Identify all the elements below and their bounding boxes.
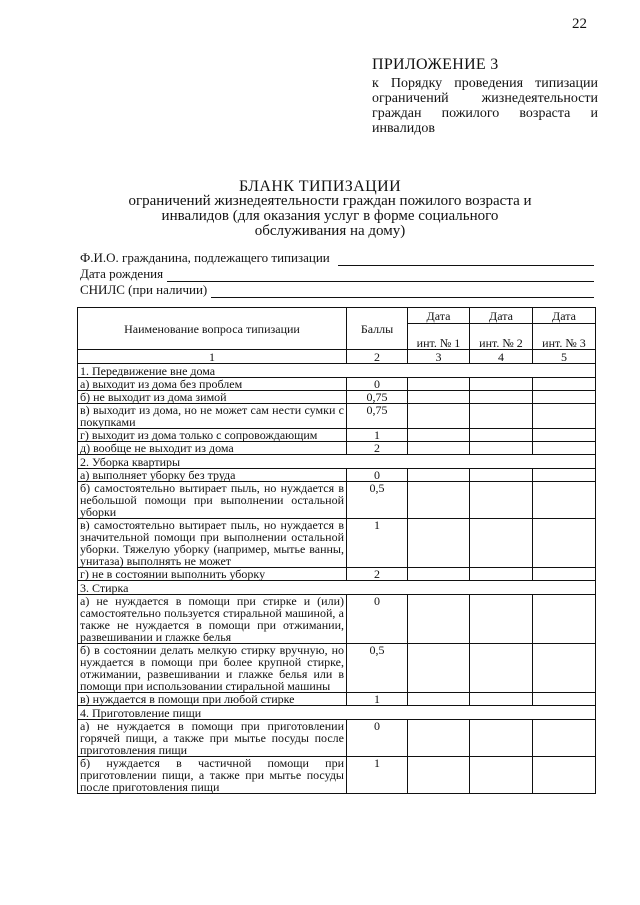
answer-cell[interactable] [533, 391, 596, 404]
answer-cell[interactable] [470, 469, 533, 482]
answer-cell[interactable] [408, 693, 470, 706]
form-title: БЛАНК ТИПИЗАЦИИ [238, 178, 402, 195]
answer-cell[interactable] [470, 519, 533, 568]
answer-cell[interactable] [408, 378, 470, 391]
score-cell: 0 [347, 378, 408, 391]
answer-cell[interactable] [533, 429, 596, 442]
col-number-3: 3 [408, 350, 470, 364]
appendix-block [372, 56, 598, 136]
form-subtitle: ограничений жизнедеятельности граждан пожилого возраста и инвалидов (для оказания услуг в форме социального обслуживания на дому) [128, 193, 532, 239]
answer-cell[interactable] [408, 568, 470, 581]
header-score: Баллы [347, 308, 408, 350]
answer-cell[interactable] [408, 595, 470, 644]
question-cell: б) самостоятельно вытирает пыль, но нуждается в небольшой помощи при выполнении остальной уборки [78, 482, 347, 519]
birth-field [80, 266, 594, 282]
typization-table [77, 307, 596, 794]
question-cell: в) нуждается в помощи при любой стирке [78, 693, 347, 706]
header-date-2: Дата [470, 308, 533, 324]
fio-input-line[interactable] [338, 253, 594, 266]
score-cell: 2 [347, 442, 408, 455]
question-cell: д) вообще не выходит из дома [78, 442, 347, 455]
score-cell: 1 [347, 429, 408, 442]
answer-cell[interactable] [408, 482, 470, 519]
section-title: 4. Приготовление пищи [78, 706, 596, 720]
answer-cell[interactable] [408, 644, 470, 693]
score-cell: 2 [347, 568, 408, 581]
score-cell: 1 [347, 693, 408, 706]
section-title: 2. Уборка квартиры [78, 455, 596, 469]
answer-cell[interactable] [408, 757, 470, 794]
answer-cell[interactable] [533, 644, 596, 693]
header-int-3: инт. № 3 [533, 324, 596, 350]
appendix-subtitle: к Порядку проведения типизации ограничений жизнедеятельности граждан пожилого возраста и инвалидов [372, 76, 598, 136]
score-cell: 0 [347, 720, 408, 757]
answer-cell[interactable] [533, 720, 596, 757]
question-cell: б) не выходит из дома зимой [78, 391, 347, 404]
header-int-2: инт. № 2 [470, 324, 533, 350]
question-cell: в) выходит из дома, но не может сам нести сумки с покупками [78, 404, 347, 429]
answer-cell[interactable] [470, 429, 533, 442]
answer-cell[interactable] [470, 568, 533, 581]
col-number-4: 4 [470, 350, 533, 364]
birth-label: Дата рождения [80, 266, 164, 281]
answer-cell[interactable] [408, 519, 470, 568]
question-cell: б) нуждается в частичной помощи при приготовлении пищи, а также при мытье посуды после приготовления пищи [78, 757, 347, 794]
snils-label: СНИЛС (при наличии) [80, 282, 208, 297]
answer-cell[interactable] [470, 378, 533, 391]
question-cell: г) не в состоянии выполнить уборку [78, 568, 347, 581]
header-name: Наименование вопроса типизации [78, 308, 347, 350]
question-cell: а) выполняет уборку без труда [78, 469, 347, 482]
answer-cell[interactable] [533, 469, 596, 482]
answer-cell[interactable] [470, 404, 533, 429]
fio-field [80, 250, 594, 266]
score-cell: 1 [347, 519, 408, 568]
section-title: 3. Стирка [78, 581, 596, 595]
answer-cell[interactable] [408, 442, 470, 455]
page-number: 22 [572, 16, 587, 32]
answer-cell[interactable] [470, 442, 533, 455]
col-number-5: 5 [533, 350, 596, 364]
header-date-1: Дата [408, 308, 470, 324]
answer-cell[interactable] [470, 720, 533, 757]
answer-cell[interactable] [408, 404, 470, 429]
appendix-title: ПРИЛОЖЕНИЕ 3 [372, 56, 499, 73]
question-cell: в) самостоятельно вытирает пыль, но нуждается в значительной помощи при выполнении остальной уборки. Тяжелую уборку (например, мытье ванны, унитаза) выполнять не может [78, 519, 347, 568]
birth-input-line[interactable] [167, 269, 594, 282]
question-cell: а) выходит из дома без проблем [78, 378, 347, 391]
answer-cell[interactable] [470, 595, 533, 644]
question-cell: а) не нуждается в помощи при приготовлении горячей пищи, а также при мытье посуды после приготовления пищи [78, 720, 347, 757]
answer-cell[interactable] [470, 693, 533, 706]
question-cell: б) в состоянии делать мелкую стирку вручную, но нуждается в помощи при более крупной стирке, отжимании, развешивании и глажке белья или в помощи при использовании стиральной машины [78, 644, 347, 693]
snils-field [80, 282, 594, 298]
score-cell: 0,75 [347, 404, 408, 429]
section-title: 1. Передвижение вне дома [78, 364, 596, 378]
col-number-1: 1 [78, 350, 347, 364]
answer-cell[interactable] [408, 720, 470, 757]
answer-cell[interactable] [470, 757, 533, 794]
answer-cell[interactable] [533, 757, 596, 794]
question-cell: г) выходит из дома только с сопровождающим [78, 429, 347, 442]
answer-cell[interactable] [533, 442, 596, 455]
answer-cell[interactable] [533, 595, 596, 644]
answer-cell[interactable] [470, 482, 533, 519]
score-cell: 0 [347, 595, 408, 644]
score-cell: 1 [347, 757, 408, 794]
header-date-3: Дата [533, 308, 596, 324]
answer-cell[interactable] [470, 644, 533, 693]
score-cell: 0,75 [347, 391, 408, 404]
answer-cell[interactable] [533, 482, 596, 519]
answer-cell[interactable] [408, 391, 470, 404]
col-number-2: 2 [347, 350, 408, 364]
answer-cell[interactable] [533, 378, 596, 391]
answer-cell[interactable] [533, 693, 596, 706]
answer-cell[interactable] [533, 519, 596, 568]
answer-cell[interactable] [408, 429, 470, 442]
answer-cell[interactable] [533, 568, 596, 581]
answer-cell[interactable] [408, 469, 470, 482]
score-cell: 0 [347, 469, 408, 482]
question-cell: а) не нуждается в помощи при стирке и (или) самостоятельно пользуется стиральной машиной, а также не нуждается в помощи при отжимании, развешивании и глажке белья [78, 595, 347, 644]
answer-cell[interactable] [533, 404, 596, 429]
snils-input-line[interactable] [211, 285, 594, 298]
fio-label: Ф.И.О. гражданина, подлежащего типизации [80, 250, 330, 265]
answer-cell[interactable] [470, 391, 533, 404]
score-cell: 0,5 [347, 482, 408, 519]
header-int-1: инт. № 1 [408, 324, 470, 350]
score-cell: 0,5 [347, 644, 408, 693]
